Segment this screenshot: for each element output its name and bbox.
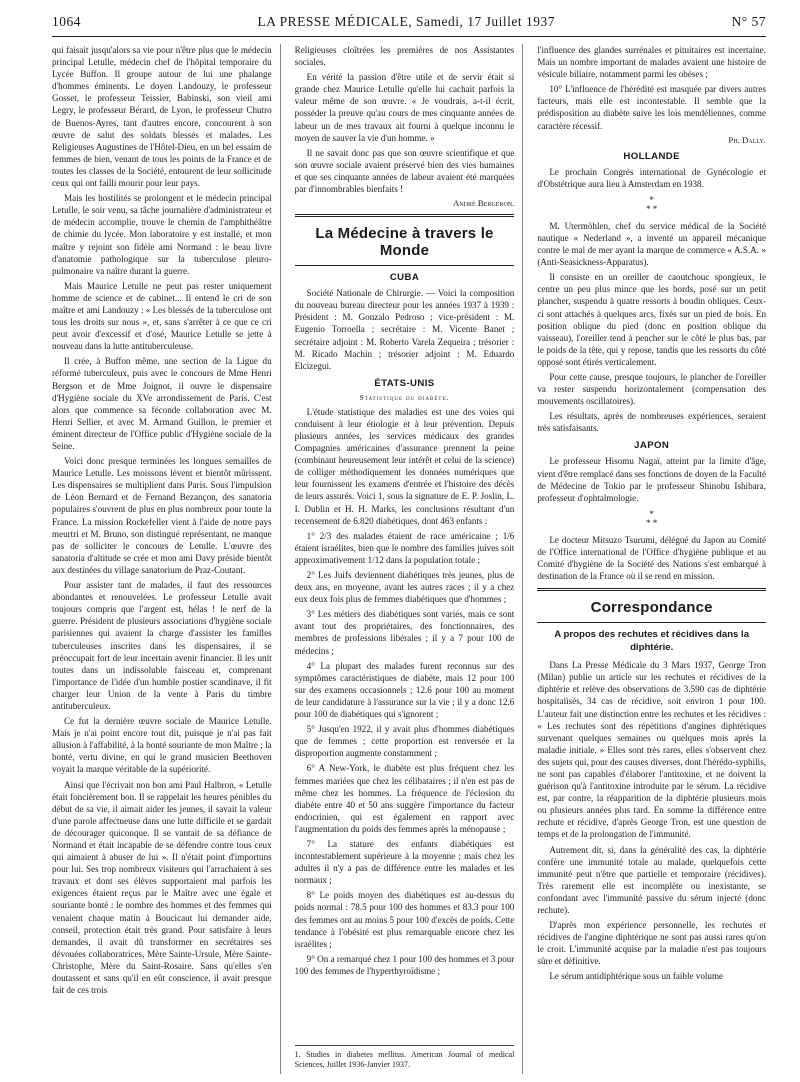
section-divider <box>537 622 766 623</box>
article-columns <box>52 44 766 1074</box>
paragraph: Religieuses cloîtrées les premières de nos Assistantes sociales. <box>294 45 515 68</box>
paragraph: Pour assister tant de malades, il faut des ressources abondantes et renouvelées. Le professeur Letulle avait toujours compris que l'argent est, hélas ! le nerf de la guerre. Président de plusieurs associations d'hygiène sociale parisiennes qui avaient la charge d'assister les familles tuberculeuses inscrites dans les dispensaires, il se préoccupait fort de leur incertain avenir financier. Il les unit toutes dans un indissoluble faisceau et, comprenant l'importance de l'idée d'un humble postier scandinave, il fit charger leur Union de la vente à Paris du timbre antituberculeux. <box>52 580 272 711</box>
paragraph: qui faisait jusqu'alors sa vie pour n'être plus que le médecin principal Letulle, médecin chef de l'hôpital temporaire du Lycée Buffon. Il groupe autour de lui une phalange d'hommes éminents. Le doyen Landouzy, le professeur Gosset, le professeur Teissier, Babinski, son vieil ami Legry, le professeur Bérard, de Lyon, le professeur Chutro de Buenos-Ayres, tant d'autres encore, concourent à son œuvre de salut des soldats blessés et malades. Les Religieuses Augustines de l'Hôtel-Dieu, en un bel essaim de femmes de bien, venant de tous les points de la France et de toutes les classes de la Société, entourent de leur sollicitude ceux qui ont failli mourir pour leur pays. <box>52 45 272 189</box>
paragraph: Dans La Presse Médicale du 3 Mars 1937, George Tron (Milan) publie un article sur les rechutes et récidives de la diphtérie et relève des observations de 3.590 cas de diphtérie hospitalisés, 34 cas de récidive, soit environ 1 pour 100. L'auteur fait une distinction entre les rechutes et les récidives : « Les rechutes sont des répétitions d'angines diphtériques survenant quelques semaines ou quelques mois après la maladie initiale. » Elles sont très rares, elles s'observent chez des sujets qui, pour des causes diverses, dont l'hérédo-syphilis, ne sont pas capables d'élaborer l'antitoxine, et ne doivent la guérison qu'à l'antitoxine introduite par le sérum. La récidive est, par contre, la réapparition de la diphtérie plusieurs mois ou plusieurs années plus tard. En somme la différence entre rechute et récidive, d'après George Tron, est une question de temps et de la prolongation de l'immunité. <box>537 660 766 840</box>
journal-title: LA PRESSE MÉDICALE, Samedi, 17 Juillet 1937 <box>257 14 555 29</box>
issue-number: N° 57 <box>731 14 766 29</box>
paragraph: Ce fut la dernière œuvre sociale de Maurice Letulle. Mais je n'ai point encore tout dit, puisque je n'ai pas fait allusion à l'affabilité, à la bonté souriante de mon Maître ; la bonté, vertu divine, en qui le grand musicien Beethoven voyait la marque véritable de la supériorité. <box>52 716 272 775</box>
paragraph: Le prochain Congrès international de Gynécologie et d'Obstétrique aura lieu à Amsterdam en 1938. <box>537 166 766 189</box>
section-divider <box>295 265 515 266</box>
page-header <box>52 14 766 37</box>
subheading-diabete: Statistique du diabète. <box>359 392 450 402</box>
paragraph: Le professeur Hisomu Nagaï, atteint par la limite d'âge, vient d'être remplacé dans ses fonctions de doyen de la Faculté de Médecine de Tokio par le professeur Shinobu Ishibara, professeur d'ophtalmologie. <box>537 456 766 503</box>
paragraph: Autrement dit, si, dans la généralité des cas, la diphtérie confère une immunité totale au malade, quelquefois cette immunité peut n'être que partielle et temporaire (récidives). Très rarement elle est incomplète ou inexistante, se confondant avec l'immunité passive du sérum injecté (donc rechute). <box>537 844 766 915</box>
separator-stars: * * * <box>646 194 658 214</box>
paragraph: Il ne savait donc pas que son œuvre scientifique et que son œuvre sociale avaient préservé bien des vies humaines et que ses cinquante années de labeur avaient été marquées par d'innombrables bienfaits ! <box>294 147 515 195</box>
paragraph: Mais Maurice Letulle ne peut pas rester uniquement homme de science et de cabinet... Il entend le cri de son maître et ami Landouzy : « Les blessés de la tuberculose ont tous les droits sur nous », et, sans s'arrêter à ce que ce cri peut avoir d'excessif et d'osé, Maurice Letulle se jette à nouveau dans la lutte antituberculeuse. <box>52 280 272 352</box>
paragraph: Le docteur Mitsuzo Tsurumi, délégué du Japon au Comité de l'Office international de l'Office d'hygiène publique et au Comité d'hygiène de la Société des Nations s'est embarqué à destination de la France où il se rend en mission. <box>537 534 766 582</box>
paragraph: 6° A New-York, le diabète est plus fréquent chez les femmes mariées que chez les célibataires ; il n'en est pas de même chez les hommes. La fréquence de l'éclosion du diabète entre 40 et 50 ans suggère l'importance du facteur endocrinien, qui est également en rapport avec l'augmentation du poids des femmes après la ménopause ; <box>294 763 515 834</box>
section-divider <box>537 588 766 591</box>
column-3 <box>537 44 766 1074</box>
paragraph: Le sérum antidiphtérique sous un faible volume <box>549 971 724 982</box>
column-2 <box>295 44 524 1074</box>
section-title-medecine-monde: La Médecine à travers le Monde <box>315 225 494 260</box>
page-number: 1064 <box>52 14 81 29</box>
paragraph: Mais les hostilités se prolongent et le médecin principal Letulle, le soir venu, sa tâche journalière d'administrateur et de médecin accomplie, trouve le chemin de l'amphithéâtre de chimie du lycée. Mon laboratoire y est installé, et mon maître y rejoint son fidèle ami Normand : le beau livre d'anatomie pathologique sur la tuberculose pleuro-pulmonaire va naître durant la guerre. <box>52 193 272 276</box>
heading-hollande: HOLLANDE <box>623 150 680 162</box>
paragraph: D'après mon expérience personnelle, les rechutes et récidives de l'angine diphtérique ne sont pas aussi rares qu'on le croit. L'immunité acquise par la maladie n'est pas toujours sûre et définitive. <box>537 920 766 967</box>
section-title-correspondance: Correspondance <box>590 599 713 617</box>
paragraph: 5° Jusqu'en 1922, il y avait plus d'hommes diabétiques que de femmes ; cette proportion est renversée et la disproportion augmente constamment ; <box>294 724 515 759</box>
heading-cuba: CUBA <box>389 272 420 284</box>
paragraph: 1° 2/3 des malades étaient de race américaine ; 1/6 étaient israélites, bien que le nombre des familles juives soit approximativement 1/12 dans la population totale ; <box>294 530 515 565</box>
separator-stars: * * * <box>646 508 658 528</box>
paragraph: Société Nationale de Chirurgie. — Voici la composition du nouveau bureau directeur pour les années 1937 à 1939 : Président : M. Gonzalo Pedroso ; vice-président : M. Eugenio Torroella ; secrétaire : M. Vicente Banet ; secrétaire adjoint : M. Roberto Varela Zequeira ; trésorier : M. Ricado Machin ; trésorier adjoint : M. Eduardo Elcizegui. <box>294 288 515 371</box>
paragraph: 10° L'influence de l'hérédité est masquée par divers autres facteurs, mais elle est incontestable. Il semble que la prédisposition au diabète suive les lois mendéliennes, comme caractère récessif. <box>537 84 766 131</box>
heading-etats-unis: ÉTATS-UNIS <box>374 377 435 389</box>
paragraph: Pour cette cause, presque toujours, le plancher de l'oreiller va rester suspendu horizontalement (compensation des mouvements oscillatoires). <box>537 371 766 407</box>
paragraph: l'influence des glandes surrénales et pituitaires est incertaine. Mais un nombre important de malades avaient une histoire de vésicule biliaire, notamment parmi les obèses ; <box>537 45 766 80</box>
footnote-text: 1. Studies in diabetes mellitus. American Journal of medical Sciences, Juillet 1936-Janvier 1937. <box>294 1049 515 1070</box>
paragraph: 7° La stature des enfants diabétiques est incontestablement supérieure à la moyenne ; mais chez les adultes il n'y a pas de différence entre les malades et les normaux ; <box>294 838 515 886</box>
paragraph: 3° Les métiers des diabétiques sont variés, mais ce sont avant tout des propriétaires, des fonctionnaires, des membres de professions libérales ; il y a 7 pour 100 de médecins ; <box>294 609 515 656</box>
paragraph: 2° Les Juifs deviennent diabétiques très jeunes, plus de deux ans, en moyenne, avant les autres races ; il y a chez eux deux fois plus de femmes diabétiques que d'hommes ; <box>294 570 515 605</box>
author-signature: André Bergeron. <box>453 198 515 209</box>
heading-japon: JAPON <box>634 440 670 452</box>
paragraph: L'étude statistique des maladies est une des voies qui conduisent à leur étiologie et à leur prévention. Depuis plusieurs années, les services médicaux des grandes Compagnies américaines d'assurance prennent la peine (combinant heureusement leur intérêt et celui de la science) de colliger méthodiquement les données numériques que leur fournissent les examens d'entrée et l'histoire des décès de leurs assurés. Voici 1, sous la signature de E. P. Joslin, L. I. Dublin et H. H. Marks, les conclusions résultant d'un recensement de 6.820 diabétiques, dont 463 enfants : <box>294 406 515 526</box>
section-divider <box>295 214 515 217</box>
paragraph: En vérité la passion d'être utile et de servir était si grande chez Maurice Letulle qu'elle lui cachait parfois la valeur même de son œuvre. « Je voudrais, a-t-il écrit, posséder la preuve qu'au cours de mes cinquante années de labeur un de mes travaux ait fourni à quelque inconnu le moyen de sauver la vie d'un homme. » <box>294 72 515 143</box>
author-signature: Ph. Dally. <box>728 134 766 145</box>
paragraph: M. Utermöhlen, chef du service médical de la Société nautique « Nederland », a inventé un appareil mécanique contre le mal de mer ayant la marque de commerce « A.S.A. » (Anti-Seasickness-Apparatus). <box>537 220 766 268</box>
article-title-diphterie: A propos des rechutes et récidives dans la diphtérie. <box>554 629 750 653</box>
paragraph: Il consiste en un oreiller de caoutchouc spongieux, le centre un peu plus mince que les bords, posé sur un petit plancher, suspendu à quatre ressorts à boudin obliques. Ceux-ci sont attachés à quelques arcs, fixés sur un pied de bois. En position oblique du pied (donc en position oblique du vaisseau), l'oreiller tend à pencher sur le côté le plus bas, par le poids de la tête, qui y repose, tandis que les ressorts du côté opposé sont étirés verticalement. <box>537 272 766 367</box>
paragraph: 8° Le poids moyen des diabétiques est au-dessus du poids normal : 78.5 pour 100 des hommes et 83.3 pour 100 des femmes ont au moins 5 pour 100 d'excès de poids. Cette tendance à l'obésité est plus remarquable encore chez les israélites ; <box>294 890 515 949</box>
paragraph: Ainsi que l'écrivait non bon ami Paul Halbron, « Letulle était foncièrement bon. Il se rappelait les heures pénibles du début de sa vie, il aimait aider les jeunes, il savait la valeur d'une parole affectueuse dans une lutte difficile et se gardait de décourager quiconque. Il se vantait de sa défiance de Normand et était incapable de se défendre contre tous ceux qui aimaient à abuser de lui ». Il n'était point d'importuns pour lui. Ses trop nombreux visiteurs qui l'arrachaient à ses travaux et dont ses élèves supportaient mal parfois les exigences étaient reçus par le Maître avec une égale et souriante bonté : le nombre des hommes et des femmes qui venaient chaque matin à Boucicaut lui demander aide, conseil, protection était très grand. Pour satisfaire à leurs demandes, il avait dû transformer en secrétaires ses dévouées collaboratrices, Mère Sainte-Ursule, Mère Sainte-Christophe, Mère du Saint-Rosaire. Sans qu'elles s'en doutassent et sans qu'il en eût conscience, il avait presque fait de ces trois <box>52 779 272 996</box>
paragraph: Voici donc presque terminées les longues semailles de Maurice Letulle. Les moissons lèvent et bientôt mûrissent. Les dispensaires se multiplient dans Paris. Sous l'impulsion de Léon Bernard et de Fernand Bezançon, des sanatoria populaires s'ouvrent de plus en plus nombreux pour toute la France. La mission Rockefeller vient à l'aide de notre pays meurtri et M. Bruno, son distingué représentant, ne manque pas de solliciter le concours de Letulle. L'œuvre des sanatoria d'altitude se crée et mon ami Davy préside bientôt aux destinées du village sanatorium de Praz-Coutant. <box>52 456 272 575</box>
footnote <box>295 1045 515 1074</box>
paragraph: 9° On a remarqué chez 1 pour 100 des hommes et 3 pour 100 des femmes de l'hyperthyroïdisme ; <box>294 953 515 976</box>
paragraph: 4° La plupart des malades furent reconnus sur des symptômes caractéristiques de diabète, mais 12 pour 100 sur des examens occasionnels ; 12.6 pour 100 au moment de leur candidature à l'assurance sur la vie ; il y a donc 12.6 pour 100 de diabétiques qui s'ignorent ; <box>294 660 515 720</box>
paragraph: Les résultats, après de nombreuses expériences, seraient très satisfaisants. <box>537 411 766 434</box>
paragraph: Il crée, à Buffon même, une section de la Ligue du réformé tuberculeux, puis avec le concours de Mme Henri Bergson et de Mme Joignot, il ouvre le dispensaire d'Hygiène sociale du XVe arrondissement de Paris. C'est alors que commence sa féconde collaboration avec M. Henri Sellier, et avec M. Armand Guillon, le premier et éminent directeur de l'Office public d'Hygiène sociale de la Seine. <box>52 356 272 451</box>
column-1 <box>52 44 281 1074</box>
